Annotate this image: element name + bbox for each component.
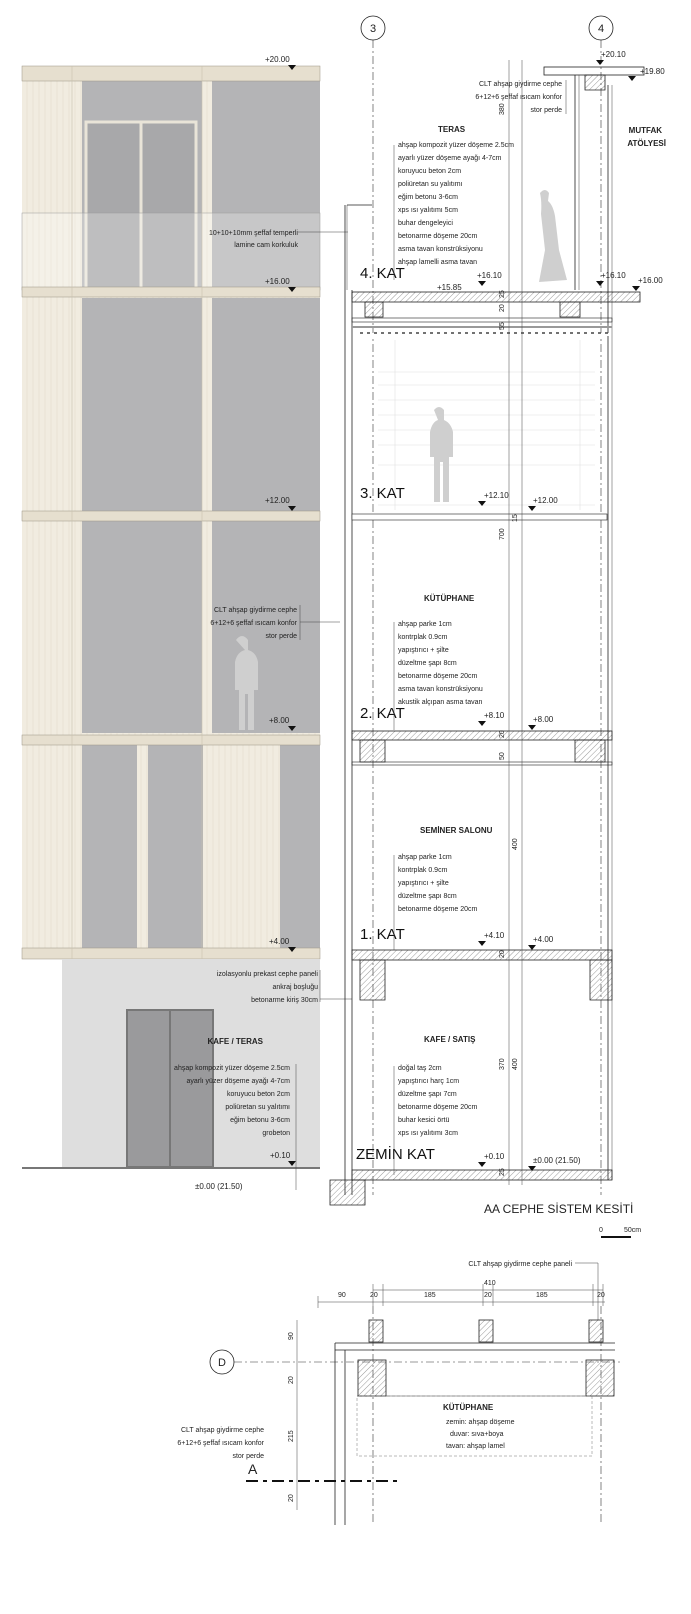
svg-text:yapıştırıcı + şilte: yapıştırıcı + şilte [398,880,449,887]
svg-text:düzeltme şapı 7cm: düzeltme şapı 7cm [398,1091,457,1098]
mutfak-label: MUTFAK [628,126,662,135]
svg-text:xps ısı yalıtımı 5cm: xps ısı yalıtımı 5cm [398,207,458,214]
interior-background [378,340,595,510]
section-notes [394,80,666,1175]
svg-text:asma tavan konstrüksiyonu: asma tavan konstrüksiyonu [398,686,483,693]
svg-text:asma tavan konstrüksiyonu: asma tavan konstrüksiyonu [398,246,483,253]
seminer-title: SEMİNER SALONU [420,826,493,835]
base-note-line: izolasyonlu prekast cephe paneli [216,971,318,978]
teras-layers [394,142,514,280]
svg-text:koruyucu beton 2cm: koruyucu beton 2cm [226,1091,290,1098]
svg-text:doğal taş 2cm: doğal taş 2cm [398,1065,442,1072]
section-slabs [330,67,644,1205]
svg-text:akustik alçıpan asma tavan: akustik alçıpan asma tavan [398,699,483,706]
svg-text:+16.10: +16.10 [601,271,626,280]
svg-text:+0.10: +0.10 [484,1152,505,1161]
railing-note-line: lamine cam korkuluk [234,242,298,249]
svg-text:ahşap kompozit yüzer döşeme 2.: ahşap kompozit yüzer döşeme 2.5cm [398,142,514,149]
railing-note-line: 10+10+10mm şeffaf temperli [209,230,298,237]
svg-text:düzeltme şapı 8cm: düzeltme şapı 8cm [398,660,457,667]
seminer-layers [394,854,478,950]
svg-text:+20.10: +20.10 [601,50,626,59]
floor-label: 1. KAT [360,926,405,943]
svg-text:ayarlı yüzer döşeme ayağı 4-7c: ayarlı yüzer döşeme ayağı 4-7cm [186,1078,290,1085]
level-label: +16.00 [265,277,290,286]
mutfak-label: ATÖLYESİ [627,139,666,148]
floor-label: 4. KAT [360,265,405,282]
level-label: +20.00 [265,55,290,64]
facade-note-line: 6+12+6 şeffaf ısıcam konfor [210,620,297,627]
svg-text:20: 20 [499,950,506,958]
svg-text:370: 370 [499,1058,506,1070]
svg-text:90: 90 [338,1292,346,1299]
svg-text:stor perde: stor perde [232,1453,264,1460]
dimension-chain [499,60,522,1185]
svg-text:betonarme döşeme 20cm: betonarme döşeme 20cm [398,673,478,680]
svg-text:6+12+6 şeffaf ısıcam konfor: 6+12+6 şeffaf ısıcam konfor [177,1440,264,1447]
svg-text:CLT ahşap giydirme cephe: CLT ahşap giydirme cephe [478,81,562,88]
floor-label: ZEMİN KAT [356,1146,435,1163]
svg-text:55: 55 [499,322,506,330]
svg-text:700: 700 [499,528,506,540]
level-label: +12.00 [265,496,290,505]
section-title: AA CEPHE SİSTEM KESİTİ [484,1202,634,1216]
svg-text:410: 410 [484,1280,496,1287]
svg-text:ahşap lamelli asma tavan: ahşap lamelli asma tavan [398,259,477,266]
svg-text:poliüretan su yalıtımı: poliüretan su yalıtımı [225,1104,290,1111]
svg-text:grobeton: grobeton [262,1130,290,1137]
svg-text:+12.10: +12.10 [484,491,509,500]
svg-text:185: 185 [424,1292,436,1299]
svg-text:zemin: ahşap döşeme: zemin: ahşap döşeme [446,1419,515,1426]
svg-text:betonarme döşeme 20cm: betonarme döşeme 20cm [398,1104,478,1111]
svg-text:+8.00: +8.00 [533,715,554,724]
svg-text:400: 400 [512,838,519,850]
svg-text:6+12+6 şeffaf ısıcam konfor: 6+12+6 şeffaf ısıcam konfor [475,94,562,101]
svg-text:xps ısı yalıtımı 3cm: xps ısı yalıtımı 3cm [398,1130,458,1137]
teras-title: TERAS [438,125,466,134]
svg-text:eğim betonu 3-6cm: eğim betonu 3-6cm [230,1117,290,1124]
level-label: +8.00 [269,716,290,725]
svg-text:ahşap kompozit yüzer döşeme 2.: ahşap kompozit yüzer döşeme 2.5cm [174,1065,290,1072]
svg-text:20: 20 [499,304,506,312]
svg-text:25: 25 [499,1168,506,1176]
svg-text:ayarlı yüzer döşeme ayağı 4-7c: ayarlı yüzer döşeme ayağı 4-7cm [398,155,502,162]
svg-text:+12.00: +12.00 [533,496,558,505]
svg-text:duvar: sıva+boya: duvar: sıva+boya [450,1431,504,1438]
level-label: ±0.00 (21.50) [195,1182,243,1191]
svg-text:koruyucu beton 2cm: koruyucu beton 2cm [398,168,462,175]
svg-text:25: 25 [499,290,506,298]
grid-label-D: D [218,1357,226,1369]
grid-label-3: 3 [369,23,377,35]
svg-text:betonarme döşeme 20cm: betonarme döşeme 20cm [398,233,478,240]
svg-text:20: 20 [370,1292,378,1299]
svg-text:yapıştırıcı harç 1cm: yapıştırıcı harç 1cm [398,1078,460,1085]
svg-text:buhar kesici örtü: buhar kesici örtü [398,1117,450,1124]
svg-text:90: 90 [288,1332,295,1340]
plan-panel-note: CLT ahşap giydirme cephe paneli [468,1261,572,1268]
svg-text:+8.10: +8.10 [484,711,505,720]
plan-detail [177,1261,620,1525]
svg-text:betonarme döşeme 20cm: betonarme döşeme 20cm [398,906,478,913]
svg-text:20: 20 [597,1292,605,1299]
person-silhouette-terrace [539,190,567,282]
svg-text:+4.00: +4.00 [533,935,554,944]
svg-text:buhar dengeleyici: buhar dengeleyici [398,220,453,227]
svg-text:50: 50 [499,752,506,760]
svg-text:kontrplak 0.9cm: kontrplak 0.9cm [398,867,448,874]
svg-text:380: 380 [499,103,506,115]
svg-text:düzeltme şapı 8cm: düzeltme şapı 8cm [398,893,457,900]
facade-note-line: stor perde [265,633,297,640]
floor-label: 2. KAT [360,705,405,722]
svg-text:+19.80: +19.80 [640,67,665,76]
grid-label-4: 4 [597,23,605,35]
kafe-teras-title: KAFE / TERAS [207,1037,263,1046]
svg-text:15: 15 [512,514,519,522]
person-silhouette-library [430,407,453,502]
svg-text:185: 185 [536,1292,548,1299]
svg-text:+4.10: +4.10 [484,931,505,940]
level-label: +0.10 [270,1151,291,1160]
svg-text:+16.00: +16.00 [638,276,663,285]
level-label: +4.00 [269,937,290,946]
kafe-title: KAFE / SATIŞ [424,1035,476,1044]
kutuphane-layers [394,621,483,730]
floor-label: 3. KAT [360,485,405,502]
svg-text:20: 20 [288,1494,295,1502]
svg-text:tavan: ahşap lamel: tavan: ahşap lamel [446,1443,505,1450]
drawing-title [484,1202,641,1237]
svg-text:+16.10: +16.10 [477,271,502,280]
svg-text:400: 400 [512,1058,519,1070]
svg-text:CLT ahşap giydirme cephe: CLT ahşap giydirme cephe [180,1427,264,1434]
plan-room-title: KÜTÜPHANE [443,1403,494,1412]
base-note-line: ankraj boşluğu [272,984,318,991]
base-note-line: betonarme kiriş 30cm [251,997,318,1004]
kutuphane-title: KÜTÜPHANE [424,594,475,603]
svg-text:±0.00 (21.50): ±0.00 (21.50) [533,1156,581,1165]
scale-label: 50cm [624,1227,642,1234]
scale-label: 0 [599,1227,603,1234]
facade-note-line: CLT ahşap giydirme cephe [213,607,297,614]
svg-text:kontrplak 0.9cm: kontrplak 0.9cm [398,634,448,641]
svg-text:yapıştırıcı + şilte: yapıştırıcı + şilte [398,647,449,654]
svg-text:eğim betonu 3-6cm: eğim betonu 3-6cm [398,194,458,201]
svg-text:ahşap parke 1cm: ahşap parke 1cm [398,854,452,861]
section-cut-label: A [248,1461,258,1477]
svg-text:poliüretan su yalıtımı: poliüretan su yalıtımı [398,181,463,188]
svg-text:20: 20 [499,730,506,738]
svg-text:215: 215 [288,1430,295,1442]
svg-text:ahşap parke 1cm: ahşap parke 1cm [398,621,452,628]
svg-text:stor perde: stor perde [530,107,562,114]
svg-text:20: 20 [484,1292,492,1299]
svg-text:+15.85: +15.85 [437,283,462,292]
svg-text:20: 20 [288,1376,295,1384]
